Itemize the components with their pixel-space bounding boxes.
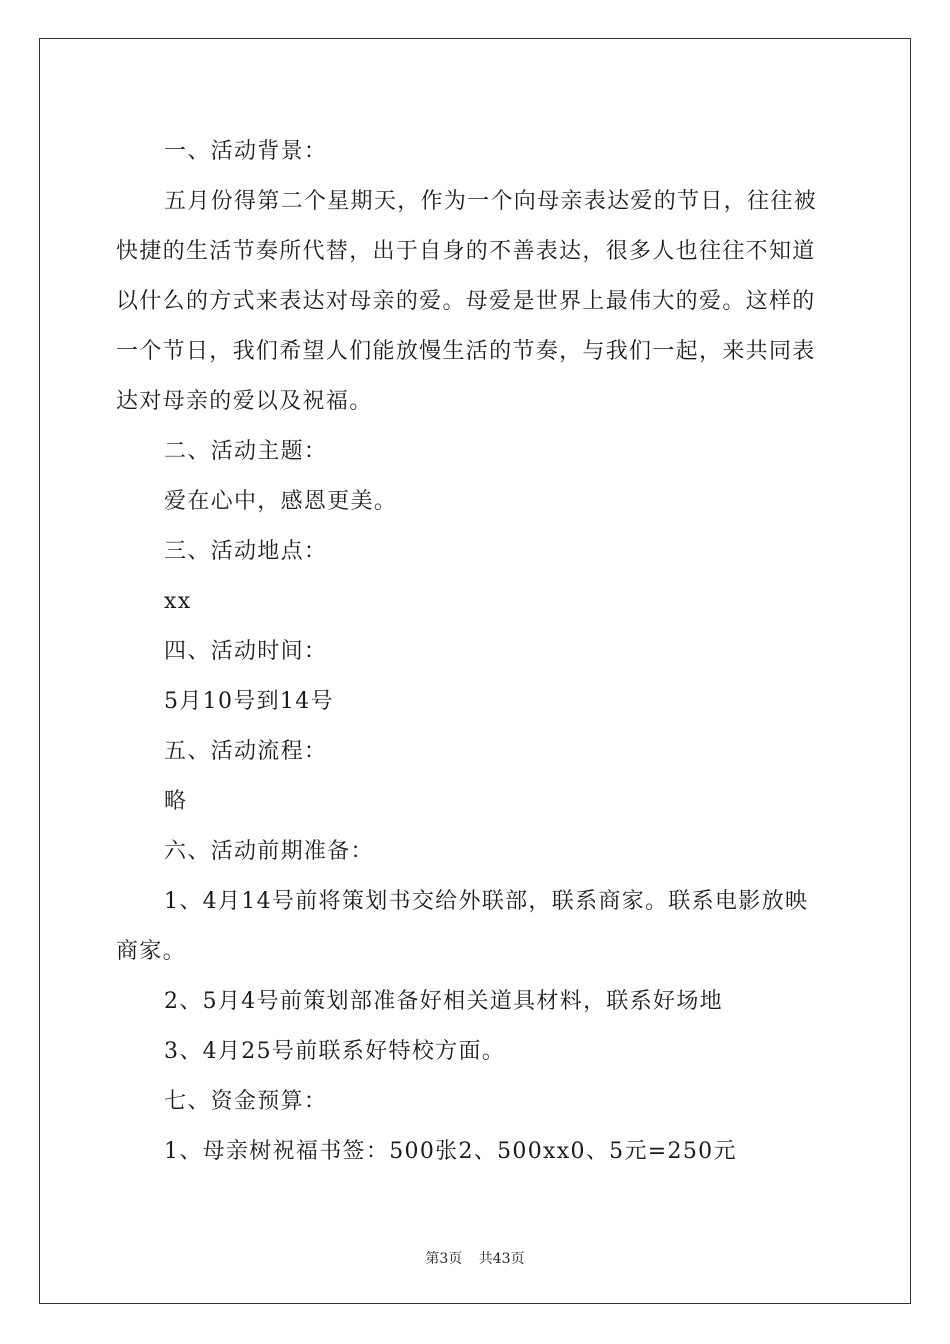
theme-text: 爱在心中，感恩更美。 — [164, 489, 398, 514]
paragraph-line: 商家。 — [116, 939, 186, 964]
process-text: 略 — [164, 789, 188, 814]
page-number: 第3页 — [425, 1251, 463, 1267]
section-heading-process: 五、活动流程： — [164, 739, 328, 764]
paragraph-line: 一个节日，我们希望人们能放慢生活的节奏，与我们一起，来共同表 — [116, 339, 816, 364]
preparation-item-3: 3、4月25号前联系好特校方面。 — [164, 1039, 506, 1064]
section-heading-theme: 二、活动主题： — [164, 439, 328, 464]
section-heading-preparation: 六、活动前期准备： — [164, 839, 374, 864]
location-text: xx — [164, 589, 192, 614]
paragraph-line: 快捷的生活节奏所代替，出于自身的不善表达，很多人也往往不知道 — [116, 239, 816, 264]
time-text: 5月10号到14号 — [164, 689, 334, 714]
section-heading-time: 四、活动时间： — [164, 639, 328, 664]
page-footer — [0, 1248, 950, 1268]
preparation-item-2: 2、5月4号前策划部准备好相关道具材料，联系好场地 — [164, 989, 723, 1014]
section-heading-location: 三、活动地点： — [164, 539, 328, 564]
paragraph-line: 五月份得第二个星期天，作为一个向母亲表达爱的节日，往往被 — [164, 189, 817, 214]
document-body — [116, 127, 836, 1177]
paragraph-line: 以什么的方式来表达对母亲的爱。母爱是世界上最伟大的爱。这样的 — [116, 289, 816, 314]
preparation-item-1 — [116, 877, 836, 977]
paragraph-line: 1、4月14号前将策划书交给外联部，联系商家。联系电影放映 — [164, 889, 809, 914]
section-heading-background: 一、活动背景： — [164, 139, 328, 164]
paragraph-line: 达对母亲的爱以及祝福。 — [116, 389, 373, 414]
budget-item-1: 1、母亲树祝福书签：500张2、500xx0、5元=250元 — [164, 1139, 737, 1164]
page-total: 共43页 — [478, 1251, 525, 1267]
background-paragraph — [116, 177, 836, 427]
section-heading-budget: 七、资金预算： — [164, 1089, 328, 1114]
